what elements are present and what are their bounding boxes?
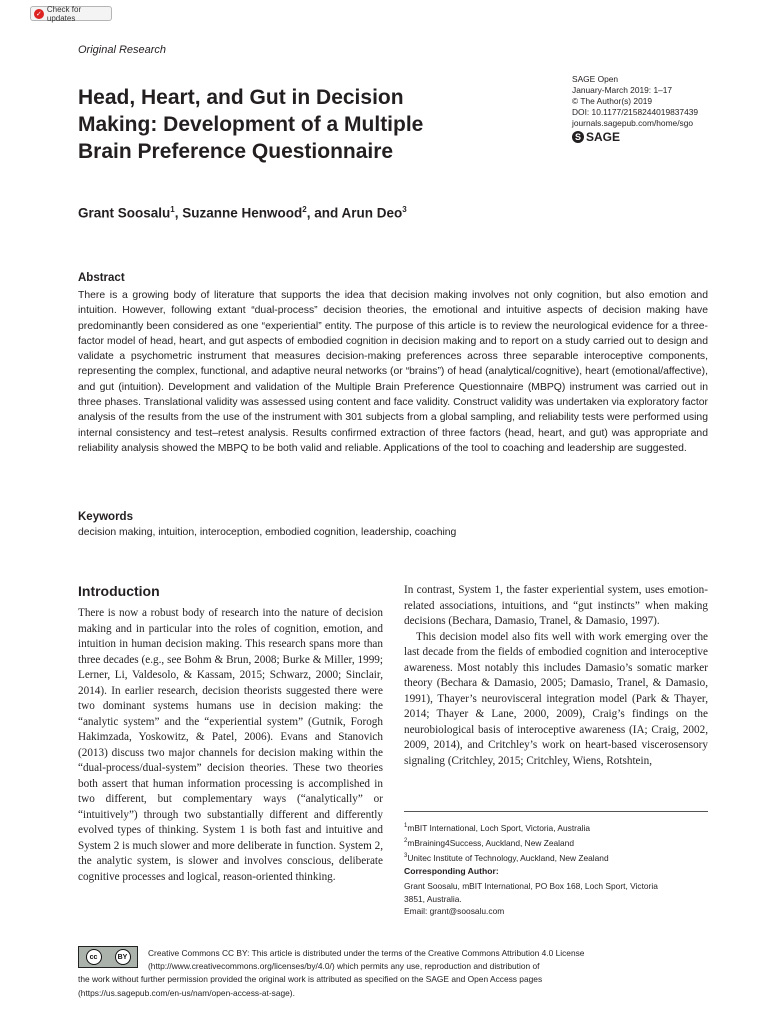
body-paragraph: There is now a robust body of research into the nature of decision making and in particular into the roles of cognition, emotion, and intuition in human decision making. This research spans more than three decades (e.g., see Bohm & Brun, 2008; Burke & Miller, 1999; Lerner, Li, Valdesolo, & Kassam, 2015; Schwarz, 2000; Sinclair, 2014). In earlier research, decision theorists suggested there were two dominant systems humans use in decision making: the “analytic system” and the “experiential system” (Gutnik, Forogh Hakimzada, Yoskowitz, & Patel, 2006). Evans and Stanovich (2013) discuss two major channels for decision making within the “dual-process/dual-system” decision theories. These two theories both assert that human information processing is accomplished in two different, but complementary ways (“analytically” or “intuitively”) through two substantially different and differently evolved types of thinking. System 1 is both fast and intuitive and System 2 is much slower and more deliberate in function. System 2, the analytic system, is slower and involves conscious, deliberate cognitive processes and logical, reason-oriented thinking. [78,607,383,883]
license-statement [78,947,718,1000]
by-attribution-icon: BY [115,949,131,965]
journal-name: SAGE Open [572,74,619,84]
author-separator: , and [306,205,342,221]
sage-logo-text: SAGE [586,129,621,144]
paper-title: Head, Heart, and Gut in Decision Making: Development of a Multiple Brain Preference Questionnaire [78,86,424,163]
license-link[interactable]: (http://www.creativecommons.org/licenses/by/4.0/) which permits any use, reproduction and distribution of [148,961,540,972]
author-name[interactable]: Arun Deo [341,205,403,221]
corresponding-line: Grant Soosalu, mBIT International, PO Box 168, Loch Sport, Victoria [404,881,658,891]
cc-icon: cc [86,949,102,965]
affiliation-sup: 1 [404,823,408,829]
introduction-heading: Introduction [78,583,160,599]
affiliations [404,820,708,864]
author-name[interactable]: Suzanne Henwood [182,205,303,221]
affiliation-text: mBIT International, Loch Sport, Victoria, Australia [407,822,590,833]
affiliation-item [404,850,708,865]
article-type: Original Research [78,44,167,56]
affiliation-item [404,820,708,835]
check-for-updates-button[interactable] [30,6,112,21]
abstract-heading: Abstract [78,272,125,284]
affiliation-text: mBraining4Success, Auckland, New Zealand [407,837,575,848]
abstract-text: There is a growing body of literature that supports the idea that decision making involves not only cognition, but also emotion and intuition. However, following extant “dual-process” decision theories, the emotional and intuitive aspects of decision making have predominantly been considered as one “experiential” entity. The purpose of this article is to review the neurological evidence for a three-factor model of head, heart, and gut aspects of embodied cognition in decision making and to report on a study carried out to design and validate a psychometric instrument that measures decision-making preferences across three separable interoceptive components, representing the complex, functional, and adaptive neural networks (or “brains”) of head (analytical/cognitive), heart (emotional/affective), and gut (intuition). Development and validation of the Multiple Brain Preference Questionnaire (MBPQ) instrument was carried out in three phases. Translational validity was assessed using content and face validity. Construct validity was undertaken via exploratory factor analysis of the results from the use of the instrument with 301 subjects from a global sampling, and reliability tests were performed using internal consistency and test–retest analysis. Results confirmed extraction of three factors (head, heart, and gut) was appropriate and reliability analysis showed the MBPQ to be both valid and reliable. Applications of the tool to coaching and leadership are suggested. [78,290,708,454]
corresponding-author-details [404,880,708,918]
corresponding-email[interactable]: Email: grant@soosalu.com [404,906,505,916]
body-column-right [404,583,708,769]
journal-url[interactable]: journals.sagepub.com/home/sgo [572,118,694,128]
license-line: the work without further permission provided the original work is attributed as specified on the SAGE and Open Access pages [78,974,543,985]
body-paragraph: This decision model also fits well with work emerging over the last decade from the fields of embodied cognition and interoceptive awareness. Most notably this includes Damasio’s somatic marker theory (Bechara & Damasio, 2005; Damasio, Tranel, & Damasio, 1991), Thayer’s neurovisceral integration model (Park & Thayer, 2014; Thayer & Lane, 2000, 2009), Craig’s findings on the neurobiological basis of interoceptive awareness (IA; Craig, 2002, 2009, 2014), and Critchley’s work on heart-based viscerosensory signaling (Critchley, 2015; Critchley, Wiens, Rotshtein, [404,630,708,767]
corresponding-line: 3851, Australia. [404,893,462,904]
author-separator: , [174,205,183,221]
corresponding-author-heading: Corresponding Author: [404,866,499,876]
journal-info [572,74,752,143]
keywords-text: decision making, intuition, interoception, embodied cognition, leadership, coaching [78,527,457,538]
affiliation-text: Unitec Institute of Technology, Auckland, New Zealand [407,852,609,863]
check-updates-icon: ✓ [36,10,42,18]
license-link[interactable]: (https://us.sagepub.com/en-us/nam/open-access-at-sage). [78,987,295,998]
body-column-left [78,606,383,885]
sage-logo [572,131,752,143]
body-paragraph: In contrast, System 1, the faster experiential system, uses emotion-related associations, intuitions, and “gut instincts” when making decisions (Bechara, Damasio, Tranel, & Damasio, 1997). [404,584,708,627]
journal-doi: DOI: 10.1177/2158244019837439 [572,107,699,117]
author-affil-sup: 2 [302,205,307,214]
author-list [78,205,407,221]
affiliation-sup: 2 [404,837,408,844]
author-name[interactable]: Grant Soosalu [78,205,171,221]
affiliation-item [404,835,708,850]
check-for-updates-label: Check for updates [46,4,82,23]
affiliation-sup: 3 [404,852,408,859]
author-affil-sup: 1 [170,205,175,214]
sage-logo-icon: S [572,131,584,143]
journal-copyright: © The Author(s) 2019 [572,96,653,106]
journal-issue: January-March 2019: 1–17 [572,85,673,95]
footnote-divider [404,811,708,812]
author-affil-sup: 3 [402,205,407,214]
license-line: Creative Commons CC BY: This article is distributed under the terms of the Creative Commons Attribution 4.0 License [148,948,585,958]
keywords-heading: Keywords [78,511,133,523]
